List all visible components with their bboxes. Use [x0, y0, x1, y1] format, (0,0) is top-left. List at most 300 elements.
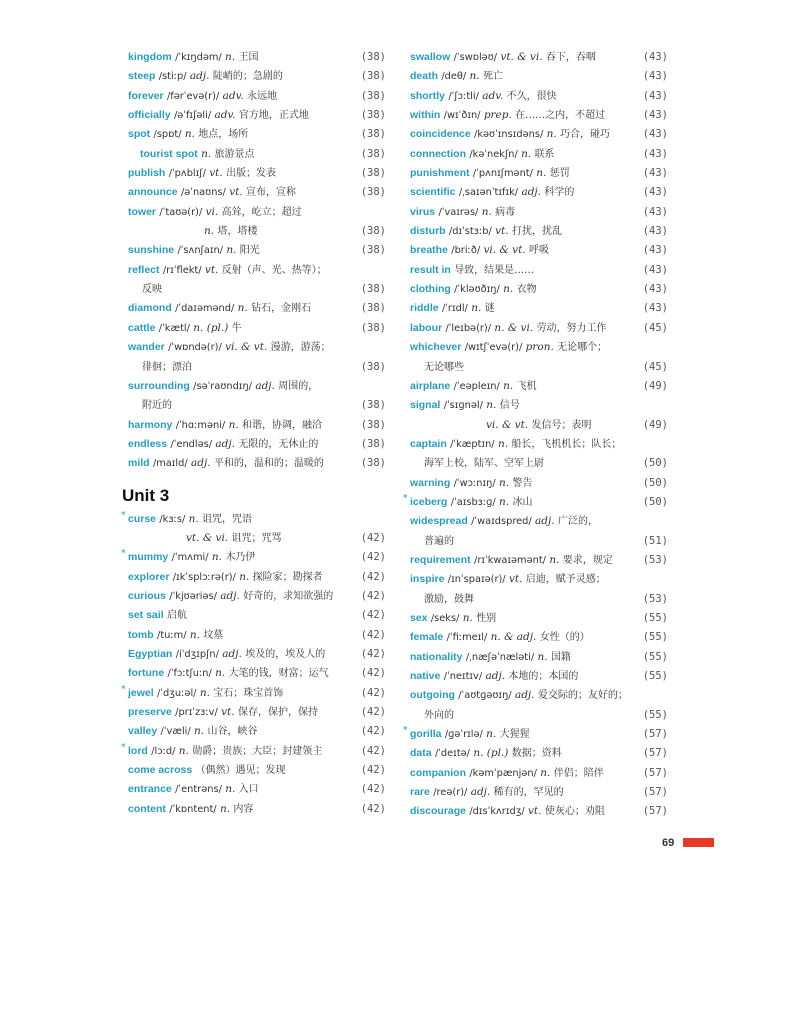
part-of-speech: adv. — [482, 89, 504, 102]
phonetic: /rɪˈflekt/ — [162, 264, 202, 276]
definition: 探险家；勘探者 — [252, 571, 323, 583]
definition: 反射（声、光、热等）； — [221, 264, 327, 276]
definition: 附近的 — [142, 400, 172, 412]
vocab-word: reflect — [128, 263, 160, 276]
definition: 反映 — [142, 284, 162, 296]
phonetic: /ˈsʌnʃaɪn/ — [177, 245, 223, 257]
vocab-entry — [410, 551, 668, 570]
phonetic: /ˌsaɪənˈtɪfɪk/ — [458, 187, 519, 199]
vocab-entry — [410, 686, 668, 705]
vocab-word: iceberg — [410, 495, 448, 508]
phonetic: /ˈhɑːməni/ — [175, 419, 226, 431]
page-reference: (45) — [642, 360, 668, 373]
vocab-word: punishment — [410, 167, 470, 180]
vocab-word: warning — [410, 476, 451, 489]
definition: 漫游，游荡； — [270, 342, 331, 354]
definition: 劳动，努力工作 — [536, 322, 607, 334]
vocab-entry — [128, 338, 386, 357]
vocab-word: coincidence — [410, 128, 471, 141]
vocab-word: captain — [410, 437, 447, 450]
page-reference: (42) — [360, 744, 386, 757]
vocab-word: valley — [128, 725, 158, 738]
definition: 广泛的， — [557, 516, 598, 528]
page-reference: (38) — [360, 128, 386, 141]
vocab-entry — [128, 800, 386, 819]
part-of-speech: adv. — [222, 89, 244, 102]
phonetic: /ˈmʌmi/ — [171, 552, 209, 564]
part-of-speech: n. — [204, 225, 215, 238]
definition: 旅游景点 — [214, 148, 255, 160]
asterisk-icon: * — [121, 510, 126, 521]
asterisk-icon: * — [403, 493, 408, 504]
phonetic: /kɜːs/ — [159, 513, 186, 525]
vocab-word: labour — [410, 321, 443, 334]
unit-heading: Unit 3 — [122, 485, 170, 505]
phonetic: /wɪtʃˈevə(r)/ — [464, 342, 523, 354]
vocab-entry — [410, 628, 668, 647]
phonetic: /ˈpʌblɪʃ/ — [168, 168, 206, 180]
vocab-word: explorer — [128, 570, 170, 583]
phonetic: /ɪnˈspaɪə(r)/ — [447, 574, 506, 586]
part-of-speech: n. — [226, 244, 237, 257]
phonetic: /ˈdʒuːəl/ — [157, 687, 197, 699]
page-reference: (42) — [360, 802, 386, 815]
phonetic: /ˈkɒntent/ — [169, 803, 217, 815]
definition: 稀有的，罕见的 — [493, 787, 564, 799]
definition: 船长，飞机机长；队长； — [511, 438, 622, 450]
vocab-entry-continuation — [128, 280, 386, 299]
part-of-speech: n. — [499, 476, 510, 489]
page-reference: (38) — [360, 399, 386, 412]
phonetic: /ˈdeɪtə/ — [434, 748, 470, 760]
part-of-speech: n. — [540, 766, 551, 779]
phonetic: /əˈfɪʃəli/ — [173, 110, 212, 122]
vocab-word: signal — [410, 399, 441, 412]
vocab-word: clothing — [410, 283, 451, 296]
page-reference: (42) — [360, 764, 386, 777]
page-reference: (50) — [642, 476, 668, 489]
definition: 发信号；表明 — [531, 419, 592, 431]
page-reference: (38) — [360, 51, 386, 63]
part-of-speech: vi. — [205, 205, 219, 218]
part-of-speech: vt. & vi. — [186, 531, 229, 544]
vocab-entry — [410, 261, 668, 280]
vocab-entry — [128, 780, 386, 799]
page-reference: (38) — [360, 147, 386, 160]
definition: 启迪，赋予灵感； — [525, 574, 606, 586]
vocab-word: virus — [410, 205, 436, 218]
left-column — [121, 48, 386, 819]
part-of-speech: n. — [536, 167, 547, 180]
phonetic: /fərˈevə(r)/ — [166, 90, 220, 102]
vocab-entry-continuation — [410, 590, 668, 609]
definition: 要求，规定 — [562, 554, 613, 566]
vocab-entry — [410, 764, 668, 783]
vocab-entry — [410, 145, 668, 164]
phonetic: /lɔːd/ — [151, 745, 176, 757]
phonetic: /ˈvæli/ — [160, 726, 191, 738]
page-reference: (57) — [642, 805, 668, 818]
part-of-speech: n. — [178, 744, 189, 757]
definition: 山谷，峡谷 — [207, 726, 258, 738]
page-reference: (45) — [642, 321, 668, 334]
vocab-entry — [410, 648, 668, 667]
vocab-word: fortune — [128, 667, 165, 680]
vocab-word: native — [410, 670, 441, 682]
phonetic: /ˈkætl/ — [158, 322, 190, 334]
phonetic: /deθ/ — [441, 71, 467, 83]
vocab-entry-continuation — [128, 358, 386, 377]
part-of-speech: adj. — [189, 70, 210, 83]
definition: 保存，保护，保持 — [237, 707, 318, 718]
part-of-speech: n. — [486, 728, 497, 741]
vocab-word: wander — [128, 341, 165, 354]
phonetic: /ˈwɔːnɪŋ/ — [453, 477, 496, 489]
page-reference: (57) — [642, 747, 668, 760]
definition: 衣物 — [516, 284, 537, 296]
part-of-speech: adj. — [535, 515, 555, 528]
part-of-speech: adj. — [485, 670, 506, 682]
vocab-entry — [128, 203, 386, 222]
phonetic: /ˌnæʃəˈnæləti/ — [465, 651, 535, 663]
vocab-entry — [410, 667, 668, 686]
page-reference: (38) — [360, 457, 386, 470]
phonetic: /kəmˈpænjən/ — [469, 767, 537, 779]
definition: 死亡 — [483, 71, 503, 83]
page-reference: (49) — [642, 379, 668, 392]
vocab-entry — [410, 783, 668, 802]
vocab-entry — [128, 377, 386, 396]
page-reference: (38) — [360, 283, 386, 296]
page-reference: (43) — [642, 244, 668, 257]
page-reference: (43) — [642, 225, 668, 238]
part-of-speech: adj. — [215, 437, 235, 450]
vocab-entry — [410, 222, 668, 241]
vocab-word: come across — [128, 764, 193, 777]
asterisk-icon: * — [403, 726, 408, 737]
part-of-speech: n. — [228, 418, 239, 431]
vocab-entry — [410, 570, 668, 589]
page-reference: (38) — [360, 109, 386, 122]
vocab-word: airplane — [410, 379, 451, 392]
vocab-entry — [410, 512, 668, 531]
vocab-word: spot — [128, 128, 151, 141]
part-of-speech: n. & vi. — [494, 321, 534, 334]
part-of-speech: n. — [469, 70, 480, 83]
part-of-speech: adj. — [191, 457, 211, 470]
phonetic: /ˈswɒləʊ/ — [453, 52, 498, 63]
vocab-word: within — [410, 109, 441, 122]
definition: 病毒 — [495, 206, 516, 218]
definition: 海军上校，陆军、空军上尉 — [424, 458, 544, 470]
definition: 永远地 — [246, 90, 277, 102]
vocab-entry — [128, 664, 386, 683]
asterisk-icon: * — [121, 684, 126, 695]
vocab-word: gorilla — [410, 728, 442, 741]
page-reference: (38) — [360, 70, 386, 83]
part-of-speech: n. — [462, 611, 473, 624]
phonetic: /wɪˈðɪn/ — [443, 110, 481, 122]
page-reference: (43) — [642, 128, 668, 141]
phonetic: /rɪˈkwaɪəmənt/ — [474, 554, 546, 566]
page-reference: (42) — [360, 686, 386, 699]
part-of-speech: n. — [239, 570, 250, 583]
part-of-speech: n. — [201, 147, 212, 160]
page-reference: (57) — [642, 766, 668, 779]
phonetic: /seks/ — [430, 612, 460, 624]
vocab-word: Egyptian — [128, 647, 173, 660]
definition: 国籍 — [550, 651, 571, 663]
vocab-word: lord — [128, 744, 148, 757]
phonetic: /səˈraʊndɪŋ/ — [193, 380, 252, 392]
page-reference: (38) — [360, 321, 386, 334]
part-of-speech: adj. — [222, 647, 242, 660]
definition: 大笔的钱，财富；运气 — [228, 668, 329, 680]
vocab-entry — [128, 626, 386, 645]
vocab-word: diamond — [128, 302, 172, 315]
phonetic: /əˈnaʊns/ — [180, 187, 226, 199]
phonetic: /kəˈnekʃn/ — [469, 148, 518, 160]
vocab-entry-continuation — [410, 706, 668, 725]
vocab-word: breathe — [410, 244, 448, 257]
part-of-speech: adj. — [521, 186, 542, 199]
definition: 勋爵；贵族；大臣；封建领主 — [192, 745, 323, 757]
page-reference: (55) — [642, 631, 668, 644]
part-of-speech: n. — [215, 667, 226, 680]
vocab-entry — [128, 722, 386, 741]
phonetic: /ˈaɪsbɜːɡ/ — [450, 496, 496, 508]
vocab-word: female — [410, 631, 444, 644]
phonetic: /ˈendləs/ — [170, 438, 213, 450]
vocab-entry — [410, 203, 668, 222]
part-of-speech: adv. — [214, 109, 236, 122]
vocab-entry — [128, 183, 386, 202]
part-of-speech: n. — [471, 302, 482, 315]
part-of-speech: n. — [549, 553, 560, 566]
vocab-word: requirement — [410, 553, 471, 566]
definition: 联系 — [534, 148, 555, 160]
vocab-entry — [410, 609, 668, 628]
vocab-word: rare — [410, 786, 430, 799]
page-reference: (53) — [642, 592, 668, 605]
vocab-entry — [128, 319, 386, 338]
asterisk-icon: * — [121, 742, 126, 753]
definition: （偶然）遇见；发现 — [195, 765, 286, 777]
vocab-entry — [410, 125, 668, 144]
part-of-speech: n. — [546, 128, 557, 141]
vocab-entry — [128, 261, 386, 280]
part-of-speech: vt. — [495, 225, 509, 238]
definition: 无论哪些 — [424, 361, 464, 373]
page-reference: (43) — [642, 89, 668, 102]
vocab-word: sunshine — [128, 244, 175, 257]
vocab-word: sex — [410, 611, 428, 624]
page-reference: (55) — [642, 650, 668, 663]
vocab-word: outgoing — [410, 689, 455, 702]
definition: 启航 — [166, 610, 187, 622]
part-of-speech: n. — [503, 283, 514, 296]
vocab-word: disturb — [410, 225, 446, 238]
page-reference: (43) — [642, 51, 668, 63]
definition: 宣布，宣称 — [246, 187, 297, 199]
definition: 入口 — [238, 784, 259, 796]
phonetic: /reə(r)/ — [433, 787, 468, 799]
page-reference: (43) — [642, 147, 668, 160]
definition: 警告 — [512, 477, 533, 489]
page-reference: (38) — [360, 186, 386, 199]
phonetic: /ˈvaɪrəs/ — [438, 206, 479, 218]
vocab-entry — [410, 87, 668, 106]
vocab-word: scientific — [410, 186, 456, 199]
part-of-speech: n. — [211, 551, 222, 564]
definition: 高耸，屹立；超过 — [221, 206, 302, 218]
vocab-word: inspire — [410, 573, 445, 586]
vocab-entry — [128, 106, 386, 125]
part-of-speech: adj. — [255, 379, 275, 392]
part-of-speech: n. — [486, 399, 497, 412]
phonetic: /ˈkæptɪn/ — [450, 438, 495, 450]
part-of-speech: pron. — [525, 341, 554, 354]
vocab-word: endless — [128, 437, 168, 450]
page-reference: (42) — [360, 589, 386, 602]
definition: 地点，场所 — [198, 129, 249, 141]
vocab-entry — [128, 761, 386, 780]
vocab-word: tomb — [128, 628, 154, 641]
vocab-word: mild — [128, 457, 150, 470]
vocab-entry — [410, 48, 668, 67]
page-reference: (38) — [360, 437, 386, 450]
page-reference: (42) — [360, 551, 386, 564]
page-reference: (42) — [360, 725, 386, 738]
vocab-word: result in — [410, 263, 451, 276]
vocab-word: forever — [128, 89, 164, 102]
vocab-word: steep — [128, 70, 156, 83]
vocab-entry-continuation — [410, 454, 668, 473]
part-of-speech: vi. & vt. — [486, 418, 529, 431]
definition: 牛 — [231, 322, 242, 334]
vocab-entry — [128, 125, 386, 144]
page-reference: (38) — [360, 418, 386, 431]
vocab-word: swallow — [410, 51, 451, 63]
vocab-entry — [410, 241, 668, 260]
definition: 使灰心；劝阻 — [544, 806, 605, 818]
phonetic: /ˈwaɪdspred/ — [471, 516, 532, 528]
definition: 诅咒；咒骂 — [231, 532, 282, 544]
vocab-entry-continuation — [128, 529, 386, 548]
vocab-entry — [128, 241, 386, 260]
page-reference: (42) — [360, 667, 386, 680]
vocab-entry — [128, 145, 386, 164]
phonetic: /ˈkləʊðɪŋ/ — [454, 284, 500, 296]
part-of-speech: vt. & vi. — [500, 51, 543, 63]
vocab-entry-continuation — [410, 532, 668, 551]
vocab-word: nationality — [410, 650, 463, 663]
vocab-entry — [128, 587, 386, 606]
definition: 惩罚 — [549, 168, 570, 180]
definition: 诅咒，咒语 — [202, 513, 253, 525]
vocab-entry — [403, 493, 668, 512]
page-reference: (42) — [360, 628, 386, 641]
vocab-entry — [128, 416, 386, 435]
vocab-entry — [410, 338, 668, 357]
vocab-entry — [410, 396, 668, 415]
page-reference: (38) — [360, 360, 386, 373]
phonetic: /ˈʃɔːtli/ — [448, 90, 479, 102]
definition: 大猩猩 — [499, 729, 530, 741]
part-of-speech: adj. — [220, 589, 240, 602]
page-reference: (38) — [360, 167, 386, 180]
asterisk-icon: * — [121, 549, 126, 560]
phonetic: /ˈdaɪəmənd/ — [175, 303, 235, 315]
definition: 无论哪个； — [557, 342, 608, 354]
vocab-entry — [128, 703, 386, 722]
definition: 数据；资料 — [511, 748, 562, 760]
vocab-entry — [121, 510, 386, 529]
page-reference: (42) — [360, 570, 386, 583]
vocab-word: riddle — [410, 302, 439, 315]
definition: 普遍的 — [424, 535, 454, 547]
phonetic: /ˈsɪɡnəl/ — [443, 400, 483, 412]
part-of-speech: n. — [188, 512, 199, 525]
vocab-word: widespread — [410, 515, 468, 528]
part-of-speech: n. — [521, 147, 532, 160]
page-reference: (42) — [360, 706, 386, 718]
part-of-speech: vt. — [221, 706, 235, 718]
definition: 木乃伊 — [225, 552, 256, 564]
vocab-entry — [121, 684, 386, 703]
definition: 无限的，无休止的 — [238, 438, 319, 450]
page-reference: (43) — [642, 109, 668, 122]
vocab-word: tourist spot — [140, 147, 198, 160]
phonetic: /ˈtaʊə(r)/ — [159, 206, 203, 218]
vocab-entry — [128, 67, 386, 86]
phonetic: /iˈdʒɪpʃn/ — [175, 648, 219, 660]
vocab-entry — [410, 299, 668, 318]
page-reference: (57) — [642, 786, 668, 799]
definition: 陡峭的；急剧的 — [212, 71, 283, 83]
page-reference: (50) — [642, 457, 668, 470]
phonetic: /ˈeəpleɪn/ — [453, 380, 500, 392]
page-reference: (42) — [360, 783, 386, 796]
vocab-entry-continuation — [410, 416, 668, 435]
page-reference: (43) — [642, 283, 668, 296]
vocab-word: discourage — [410, 805, 467, 818]
vocab-entry-continuation — [128, 222, 386, 241]
part-of-speech: prep. — [483, 109, 512, 122]
phonetic: /dɪsˈkʌrɪdʒ/ — [469, 806, 525, 818]
definition: 官方地，正式地 — [238, 110, 309, 122]
phonetic: /ˈkɪŋdəm/ — [175, 52, 222, 63]
part-of-speech: n. — [184, 128, 195, 141]
part-of-speech: n. — [199, 686, 210, 699]
phonetic: /briːð/ — [451, 245, 481, 257]
page-reference: (51) — [642, 534, 668, 547]
vocab-entry — [410, 744, 668, 763]
definition: 塔，塔楼 — [217, 226, 258, 238]
vocab-entry — [128, 568, 386, 587]
definition: 阳光 — [239, 245, 260, 257]
vocab-word: curious — [128, 589, 166, 602]
page-reference: (49) — [642, 418, 668, 431]
vocab-entry — [410, 106, 668, 125]
part-of-speech: vi. & vt. — [483, 244, 526, 257]
page-reference: (43) — [642, 186, 668, 199]
phonetic: /dɪˈstɜːb/ — [448, 226, 492, 238]
vocab-word: kingdom — [128, 51, 172, 63]
definition: 好奇的，求知欲强的 — [243, 590, 334, 602]
phonetic: /ɪkˈsplɔːrə(r)/ — [172, 571, 236, 583]
vocab-word: data — [410, 747, 432, 760]
